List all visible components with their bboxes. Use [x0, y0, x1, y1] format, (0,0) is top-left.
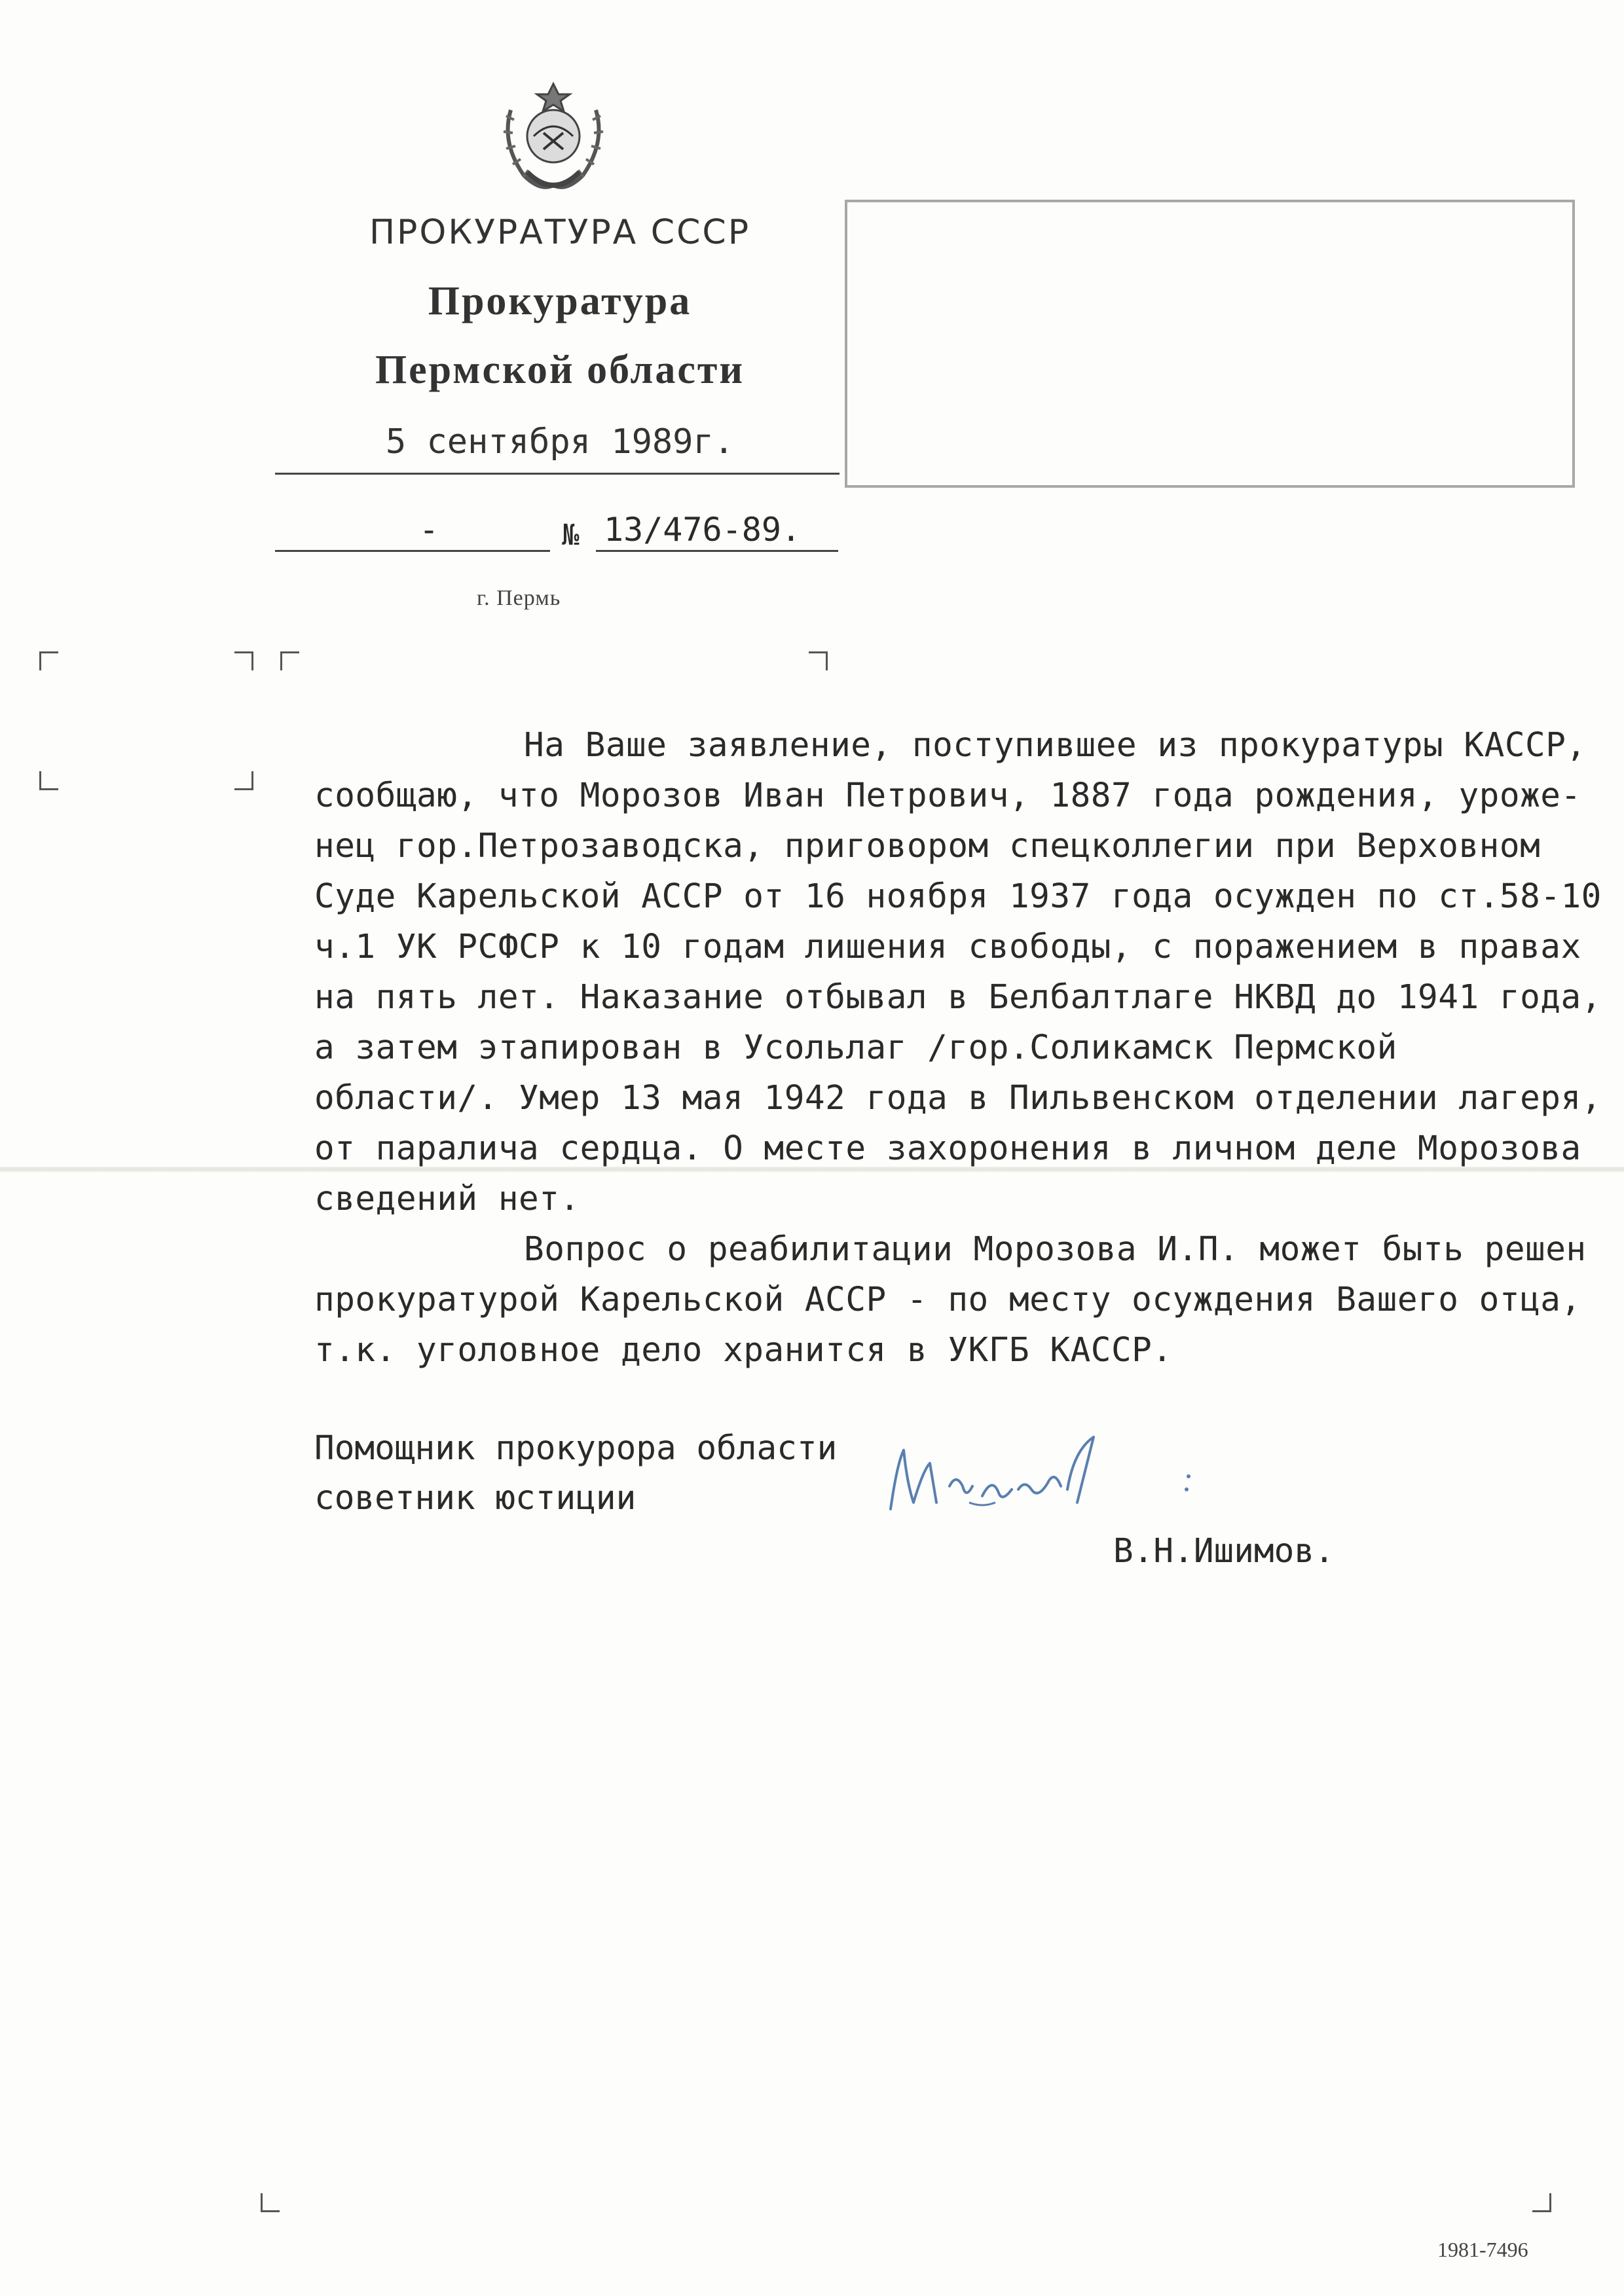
- ussr-emblem-icon: [488, 71, 619, 202]
- address-window: [845, 200, 1575, 488]
- corner-mark: [234, 651, 253, 670]
- body-line: Суде Карельской АССР от 16 ноября 1937 года осужден по ст.58-10: [314, 877, 1602, 916]
- body-line: сведений нет.: [314, 1180, 580, 1218]
- org-name-prosecutor: Прокуратура: [428, 279, 692, 323]
- ref-underline-left: [275, 550, 550, 552]
- ref-number: 13/476-89.: [604, 511, 802, 549]
- corner-mark: [261, 2193, 280, 2212]
- footer-code: 1981-7496: [1437, 2238, 1528, 2261]
- body-line: нец гор.Петрозаводска, приговором спецколлегии при Верховном: [314, 827, 1541, 866]
- body-line: от паралича сердца. О месте захоронения в личном деле Морозова: [314, 1129, 1581, 1168]
- body-line: т.к. уголовное дело хранится в УКГБ КАССР.: [314, 1331, 1173, 1370]
- corner-mark: [234, 771, 253, 790]
- ref-dash: -: [419, 511, 439, 549]
- ref-number-label: №: [562, 519, 580, 552]
- org-name-region: Пермской области: [375, 348, 745, 392]
- body-line: ч.1 УК РСФСР к 10 годам лишения свободы, с поражением в правах: [314, 928, 1581, 966]
- body-line: Вопрос о реабилитации Морозова И.П. может быть решен: [524, 1230, 1587, 1269]
- org-name-ussr: ПРОКУРАТУРА СССР: [369, 213, 751, 252]
- ref-underline-right: [596, 550, 838, 552]
- body-line: сообщаю, что Морозов Иван Петрович, 1887 года рождения, уроже-: [314, 776, 1581, 815]
- date-underline: [275, 473, 840, 475]
- body-line: прокуратурой Карельской АССР - по месту осуждения Вашего отца,: [314, 1281, 1581, 1319]
- corner-mark: [1532, 2193, 1551, 2212]
- corner-mark: [39, 771, 58, 790]
- corner-mark: [809, 651, 828, 670]
- handwritten-signature: [877, 1424, 1218, 1529]
- body-line: на пять лет. Наказание отбывал в Белбалтлаге НКВД до 1941 года,: [314, 978, 1602, 1017]
- signer-title-line: Помощник прокурора области: [314, 1429, 838, 1468]
- signer-title: [314, 1424, 837, 1523]
- body-line: а затем этапирован в Усольлаг /гор.Соликамск Пермской: [314, 1029, 1397, 1067]
- body-line: области/. Умер 13 мая 1942 года в Пильвенском отделении лагеря,: [314, 1079, 1602, 1118]
- body-line: На Ваше заявление, поступившее из прокуратуры КАССР,: [524, 726, 1587, 765]
- city-name: г. Пермь: [477, 586, 561, 610]
- signer-name: В.Н.Ишимов.: [1113, 1532, 1335, 1571]
- corner-mark: [280, 651, 299, 670]
- corner-mark: [39, 651, 58, 670]
- letter-date: 5 сентября 1989г.: [385, 422, 735, 462]
- letter-body: [314, 720, 1602, 1376]
- signer-title-line: советник юстиции: [314, 1479, 637, 1518]
